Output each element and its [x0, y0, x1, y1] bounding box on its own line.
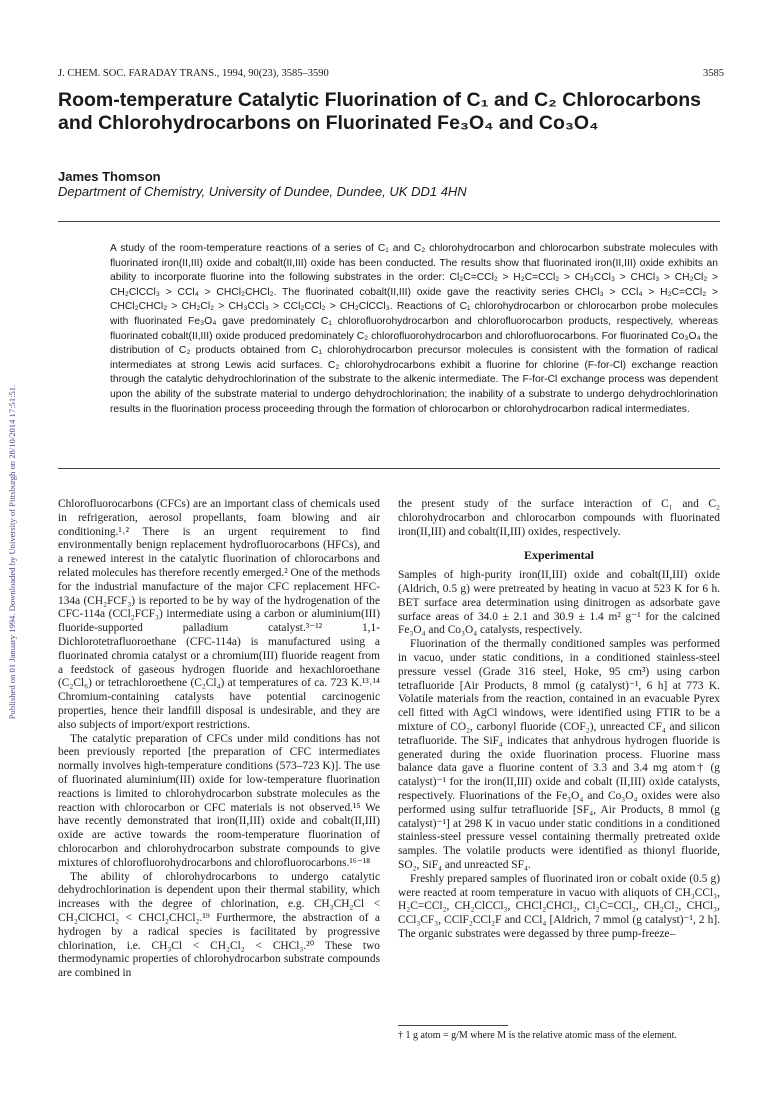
paragraph: The ability of chlorohydrocarbons to undergo catalytic dehydrochlorination is dependent upon their thermal stability, which increases with the degree of chlorination, e.g. CH₃CH₂Cl < CH₂ClCHCl₂ < CHCl₂CHCl₂.¹⁹ Furthermore, the abstraction of a hydrogen by a radical species is facilitated by progressive chlorination, i.e. CH₃Cl < CH₂Cl₂ < CHCl₃.²⁰ These two thermodynamic properties of chlorohydrocarbon substrate compounds are combined in: [58, 870, 380, 980]
abstract: A study of the room-temperature reactions of a series of C₁ and C₂ chlorohydrocarbon and chlorocarbon substrate molecules with fluorinated iron(II,III) oxide and cobalt(II,III) oxide has been conducted. The results show that fluorinated iron(II,III) oxide exhibits an ability to incorporate fluorine into the following substrates in the order: Cl₂C=CCl₂ > H₂C=CCl₂ > CH₃CCl₃ > CHCl₃ > CH₂Cl₂ > CH₂ClCCl₃ > CCl₄ > CHCl₂CHCl₂. The fluorinated cobalt(II,III) oxide gave the reactivity series CHCl₃ > CCl₄ > H₂C=CCl₂ > CHCl₂CHCl₂ > CH₂Cl₂ > CH₃CCl₃ > CCl₂CCl₂ > CH₂ClCCl₃. Reactions of C₁ chlorohydrocarbon or chlorocarbon probe molecules with fluorinated Fe₃O₄ gave predominately C₁ chlorofluorohydrocarbon and chlorofluorocarbon products, respectively, whereas fluorinated cobalt(II,III) oxide produced predominately C₂ chlorofluorohydrocarbon and chlorofluorocarbons. For fluorinated Co₃O₄ the distribution of C₂ products obtained from C₁ chlorohydrocarbon precursor molecules is consistent with the formation of radical intermediates at strong Lewis acid surfaces. C₂ chlorohydrocarbons exhibit a fluorine for chlorine (F-for-Cl) exchange reaction through the catalytic dehydrochlorination of the substrate to the alkenic intermediate. The F-for-Cl exchange process was dependent upon the ability of the substrate material to undergo dehydrochlorination; the inability of a substrate to undergo dehydrochlorination results in the fluorination process proceeding through the formation of chlorocarbon or chlorohydrocarbon radical intermediates.: [110, 243, 718, 415]
download-watermark: [2, 242, 22, 862]
paragraph: The catalytic preparation of CFCs under mild conditions has not been previously reported [the preparation of CFC intermediates normally involves high-temperature conditions (573–723 K)]. The use of fluorinated aluminium(III) oxide for low-temperature fluorination reactions is limited to chlorohydrocarbon substrate molecules as the reaction with chlorocarbon or CFC materials is not observed.¹⁵ We have recently demonstrated that iron(II,III) oxide and cobalt(II,III) oxide are active towards the room-temperature fluorination of chlorocarbon and chlorohydrocarbon substrate compounds to give mixtures of chlorofluorohydrocarbons and chlorofluorocarbons.¹⁶⁻¹⁸: [58, 732, 380, 869]
right-column: [398, 498, 720, 942]
abstract-rule: [58, 468, 720, 469]
footnote-rule: [398, 1025, 508, 1026]
author-name: James Thomson: [58, 169, 161, 184]
author-affiliation: Department of Chemistry, University of Dundee, Dundee, UK DD1 4HN: [58, 184, 467, 199]
paragraph: Chlorofluorocarbons (CFCs) are an important class of chemicals used in refrigeration, aerosol propellants, foam blowing and air conditioning.¹˒² There is an urgent requirement to find environmentally benign replacement hydrofluorocarbons (HFCs), and a renewed interest in the catalytic fluorination of chlorocarbons and related molecules has therefore recently emerged.² One of the methods for the industrial manufacture of the major CFC replacement HFC-134a (CH₂FCF₃) is reported to be by way of the hydrogenation of the CFC-114a (CCl₂FCF₃) intermediate using a carbon or aluminium(III) fluoride-supported palladium catalyst.³⁻¹² 1,1-Dichlorotetrafluoroethane (CFC-114a) is manufactured using a fluorinated chromia catalyst or a chromium(III) fluoride reagent from a feedstock of gaseous hydrogen fluoride and hexachloroethane (C₂Cl₆) or tetrachloroethene (C₂Cl₄) at temperatures of ca. 723 K.¹³˒¹⁴ Chromium-containing catalysts have potential carcinogenic properties, hence their landfill disposal is undesirable, and they are also subjects of import/export restrictions.: [58, 498, 381, 731]
paragraph: Freshly prepared samples of fluorinated iron or cobalt oxide (0.5 g) were reacted at room temperature in vacuo with aliquots of CH₃CCl₃, H₂C=CCl₂, CH₂ClCCl₃, CHCl₂CHCl₂, Cl₂C=CCl₂, CH₂Cl₂, CHCl₃, CCl₃CF₃, CClF₂CCl₂F and CCl₄ [Aldrich, 7 mmol (g catalyst)⁻¹, 2 h]. The organic substrates were degassed by three pump-freeze–: [398, 872, 720, 940]
paragraph: Samples of high-purity iron(II,III) oxide and cobalt(II,III) oxide (Aldrich, 0.5 g) were pretreated by heating in vacuo at 523 K for 6 h. BET surface area determination using dinitrogen as adsorbate gave surface areas of 34.0 ± 2.1 and 30.9 ± 1.4 m² g⁻¹ for the calcined Fe₃O₄ and Co₃O₄ catalysts, respectively.: [398, 569, 720, 637]
footnote: † 1 g atom = g/M where M is the relative atomic mass of the element.: [398, 1030, 677, 1041]
top-rule: [58, 221, 720, 222]
section-heading-experimental: Experimental: [524, 548, 594, 563]
article-title: Room-temperature Catalytic Fluorination of C₁ and C₂ Chlorocarbons and Chlorohydrocarbons on Fluorinated Fe₃O₄ and Co₃O₄: [58, 89, 701, 134]
watermark-text: Published on 01 January 1994. Downloaded by University of Pittsburgh on 28/10/2014 17:51:51.: [7, 384, 17, 720]
left-column: [58, 498, 380, 981]
page-number: 3585: [703, 68, 724, 79]
running-header: [58, 68, 724, 79]
journal-citation: J. CHEM. SOC. FARADAY TRANS., 1994, 90(23), 3585–3590: [58, 68, 329, 79]
paragraph: the present study of the surface interaction of C₁ and C₂ chlorohydrocarbon and chlorocarbon compounds with fluorinated iron(II,III) and cobalt(II,III) oxides, respectively.: [398, 498, 720, 538]
paragraph: Fluorination of the thermally conditioned samples was performed in vacuo, under static conditions, in a conditioned stainless-steel pressure vessel (Grade 316 steel, Hoke, 95 cm³) using carbon tetrafluoride [Air Products, 8 mmol (g catalyst)⁻¹, 6 h] at 773 K. Volatile materials from the reaction, contained in an evacuable Pyrex cell fitted with AgCl windows, were identified using FTIR to be a mixture of CO₂, carbonyl fluoride (COF₂), unreacted CF₄ and silicon tetrafluoride. The SiF₄ indicates that anhydrous hydrogen fluoride is generated during the oxide fluorination process. Fluorine mass balance data gave a fluorine content of 3.3 and 3.4 mg atom† (g catalyst)⁻¹ for the iron(II,III) oxide and cobalt (II,III) oxide catalysts, respectively. Fluorinations of the Fe₃O₄ and Co₃O₄ oxides were also performed using sulfur tetrafluoride [SF₄, Air Products, 8 mmol (g catalyst)⁻¹] at 298 K in vacuo under static conditions in a conditioned stainless-steel pressure vessel containing thermally pretreated oxide samples. The volatile products were identified as thionyl fluoride, SO₂, SiF₄ and unreacted SF₄.: [398, 638, 720, 871]
